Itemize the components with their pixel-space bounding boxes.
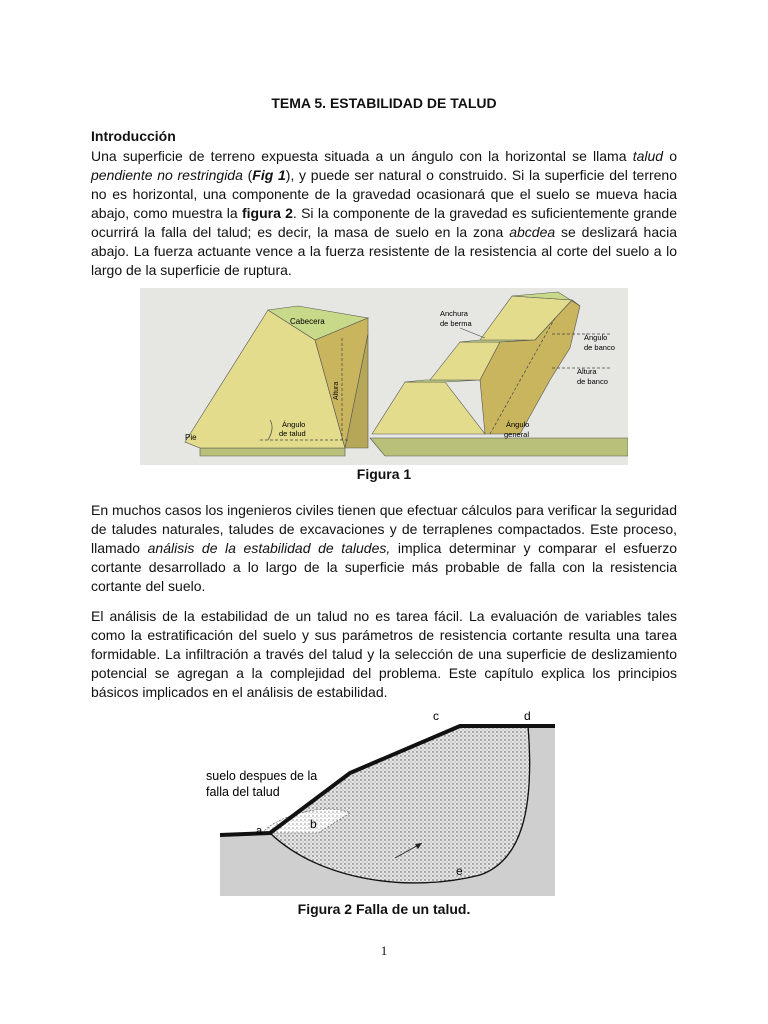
label-angulo-banco: Ángulo xyxy=(584,333,608,342)
label-d: d xyxy=(524,709,531,723)
label-de-banco: de banco xyxy=(584,343,615,352)
intro-paragraph: Una superficie de terreno expuesta situada a un ángulo con la horizontal se llama talud o pendiente no restringida (Fig 1), y puede ser natural o construido. Si la superficie del terreno no es horizontal, una componente de la gravedad ocasionará que el suelo se mueva hacia abajo, como muestra la figura 2. Si la componente de la gravedad es suficientemente grande ocurrirá la falla del talud; es decir, la masa de suelo en la zona abcdea se deslizará hacia abajo. La fuerza actuante vence a la fuerza resistente de la resistencia al corte del suelo a lo largo de la superficie de ruptura. xyxy=(91,148,678,278)
page-number: 1 xyxy=(380,943,388,958)
label-a: a xyxy=(256,825,263,837)
label-cabecera: Cabecera xyxy=(290,317,325,326)
label-de-banco-2: de banco xyxy=(577,377,608,386)
label-e: e xyxy=(456,864,463,878)
label-b: b xyxy=(310,817,317,831)
label-anchura: Anchura xyxy=(440,309,468,318)
figure-2-slope-failure xyxy=(200,703,562,896)
label-angulo-general: Ángulo xyxy=(506,420,530,429)
section-heading-introduccion: Introducción xyxy=(91,128,176,144)
figure-2-caption: Figura 2 Falla de un talud. xyxy=(297,901,471,917)
label-altura: Altura xyxy=(333,381,340,400)
figure-1-slope-diagram xyxy=(140,288,628,465)
label-altura-banco: Altura xyxy=(577,367,597,376)
label-c: c xyxy=(433,709,439,723)
label-de-berma: de berma xyxy=(440,319,472,328)
label-falla-del-talud: falla del talud xyxy=(206,785,280,799)
paragraph-complejidad: El análisis de la estabilidad de un talud no es tarea fácil. La evaluación de variables tales como la estratificación del suelo y sus parámetros de resistencia cortante resulta una tarea formidable. La infiltración a través del talud y la selección de una superficie de deslizamiento potencial se agregan a la complejidad del problema. Este capítulo explica los principios básicos implicados en el análisis de estabilidad. xyxy=(91,608,677,700)
figure-2-svg xyxy=(200,703,562,896)
label-general: general xyxy=(504,430,530,439)
label-angulo: Ángulo xyxy=(282,420,306,429)
figure-1-caption: Figura 1 xyxy=(356,466,412,482)
label-pie: Pie xyxy=(185,433,197,442)
label-de-talud: de talud xyxy=(279,429,306,438)
label-suelo-despues: suelo despues de la xyxy=(206,769,318,783)
figure-1-svg xyxy=(140,288,628,465)
paragraph-analisis: En muchos casos los ingenieros civiles tienen que efectuar cálculos para verificar la seguridad de taludes naturales, taludes de excavaciones y de terraplenes compactados. Este proceso, llamado análisis de la estabilidad de taludes, implica determinar y comparar el esfuerzo cortante desarrollado a lo largo de la superficie más probable de falla con la resistencia cortante del suelo. xyxy=(91,502,678,594)
page-title: TEMA 5. ESTABILIDAD DE TALUD xyxy=(271,95,497,111)
